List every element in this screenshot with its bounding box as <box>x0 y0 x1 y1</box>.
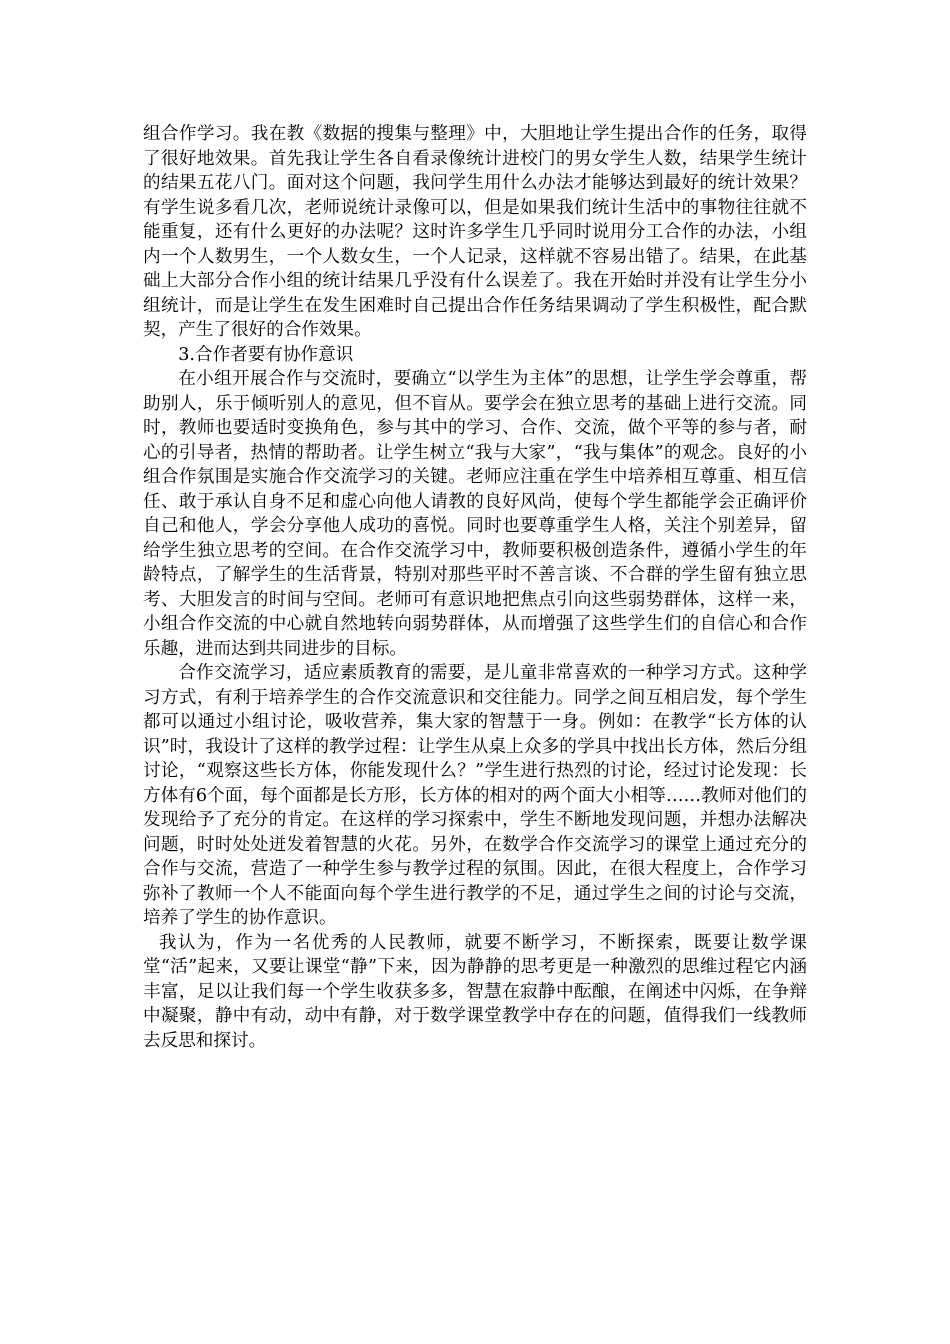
section-heading-collaboration: 3.合作者要有协作意识 <box>178 344 354 365</box>
document-body <box>143 122 807 1053</box>
paragraph-conclusion: 我认为，作为一名优秀的人民教师，就要不断学习，不断探索，既要让数学课堂“活”起来，又要让课堂“静”下来，因为静静的思考更是一种激烈的思维过程它内涵丰富，足以让我们每一个学生收获多多，智慧在寂静中酝酿，在阐述中闪烁，在争辩中凝聚，静中有动，动中有静，对于数学课堂教学中存在的问题，值得我们一线教师去反思和探讨。 <box>143 932 807 1051</box>
paragraph-learning-method: 合作交流学习，适应素质教育的需要，是儿童非常喜欢的一种学习方式。这种学习方式，有利于培养学生的合作交流意识和交往能力。同学之间互相启发，每个学生都可以通过小组讨论，吸收营养，集大家的智慧于一身。例如：在教学“长方体的认识”时，我设计了这样的教学过程：让学生从桌上众多的学具中找出长方体，然后分组讨论，“观察这些长方体，你能发现什么？”学生进行热烈的讨论，经过讨论发现：长方体有6个面，每个面都是长方形，长方体的相对的两个面大小相等……教师对他们的发现给予了充分的肯定。在这样的学习探索中，学生不断地发现问题，并想办法解决问题，时时处处迸发着智慧的火花。另外，在数学合作交流学习的课堂上通过充分的合作与交流，营造了一种学生参与教学过程的氛围。因此，在很大程度上，合作学习弥补了教师一个人不能面向每个学生进行教学的不足，通过学生之间的讨论与交流，培养了学生的协作意识。 <box>143 663 807 928</box>
paragraph-group-atmosphere: 在小组开展合作与交流时，要确立“以学生为主体”的思想，让学生学会尊重，帮助别人，乐于倾听别人的意见，但不盲从。要学会在独立思考的基础上进行交流。同时，教师也要适时变换角色，参与其中的学习、合作、交流，做个平等的参与者，耐心的引导者，热情的帮助者。让学生树立“我与大家”，“我与集体”的观念。良好的小组合作氛围是实施合作交流学习的关键。老师应注重在学生中培养相互尊重、相互信任、敢于承认自身不足和虚心向他人请教的良好风尚，使每个学生都能学会正确评价自己和他人，学会分享他人成功的喜悦。同时也要尊重学生人格，关注个别差异，留给学生独立思考的空间。在合作交流学习中，教师要积极创造条件，遵循小学生的年龄特点，了解学生的生活背景，特别对那些平时不善言谈、不合群的学生留有独立思考、大胆发言的时间与空间。老师可有意识地把焦点引向这些弱势群体，这样一来，小组合作交流的中心就自然地转向弱势群体，从而增强了这些学生们的自信心和合作乐趣，进而达到共同进步的目标。 <box>143 369 807 659</box>
paragraph-cooperative-task: 组合作学习。我在教《数据的搜集与整理》中，大胆地让学生提出合作的任务，取得了很好地效果。首先我让学生各自看录像统计进校门的男女学生人数，结果学生统计的结果五花八门。面对这个问题，我问学生用什么办法才能够达到最好的统计效果？有学生说多看几次，老师说统计录像可以，但是如果我们统计生活中的事物往往就不能重复，还有什么更好的办法呢？这时许多学生几乎同时说用分工合作的办法，小组内一个人数男生，一个人数女生，一个人记录，这样就不容易出错了。结果，在此基础上大部分合作小组的统计结果几乎没有什么误差了。我在开始时并没有让学生分小组统计，而是让学生在发生困难时自己提出合作任务结果调动了学生积极性，配合默契，产生了很好的合作效果。 <box>143 124 807 340</box>
